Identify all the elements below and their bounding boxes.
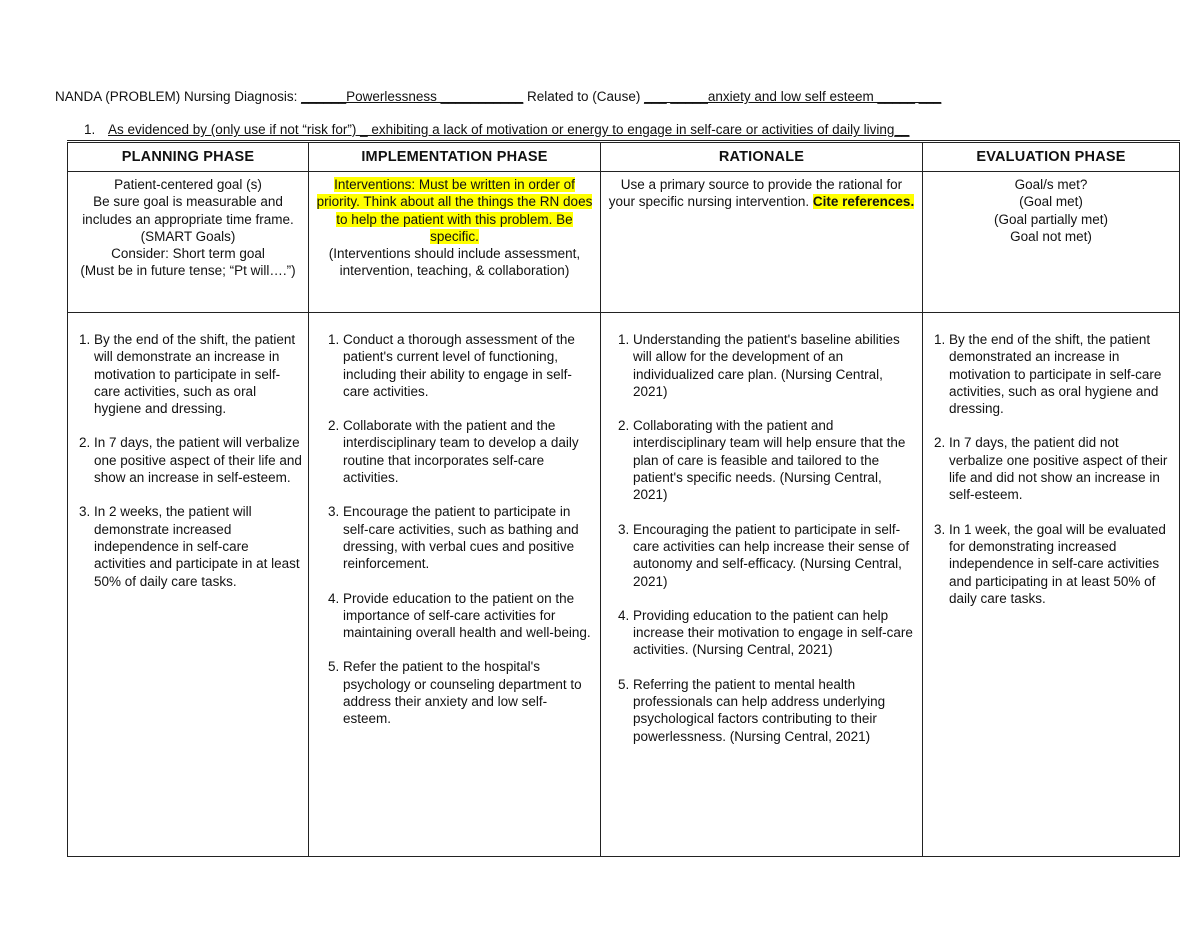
evaluation-guidance-line: Goal/s met? [1014,177,1088,192]
diagnosis-value: ______Powerlessness ___________ [301,89,524,104]
rationale-guidance [601,172,923,313]
list-item: 2. In 7 days, the patient will verbalize one positive aspect of their life and show an increase in self-esteem. [94,434,302,486]
column-header-planning: PLANNING PHASE [68,142,309,172]
evidence-text: As evidenced by (only use if not “risk for”) _ exhibiting a lack of motivation or energy to engage in self-care or activities of daily living__ [108,122,910,137]
evaluation-guidance-line: (Goal met) [1019,194,1083,210]
planning-guidance-line: Patient-centered goal (s) [114,177,262,192]
column-header-evaluation: EVALUATION PHASE [923,142,1180,172]
rationale-cite-references: Cite references. [812,194,915,210]
diagnosis-header [55,89,941,104]
planning-content [68,313,309,857]
column-header-implementation: IMPLEMENTATION PHASE [309,142,601,172]
list-item: 4. Providing education to the patient can help increase their motivation to engage in self-care activities. (Nursing Central, 2021) [633,607,916,659]
diagnosis-label: NANDA (PROBLEM) Nursing Diagnosis: [55,89,302,104]
content-row [68,313,1180,857]
evaluation-guidance-line: Goal not met) [1010,228,1092,244]
care-plan-table [67,140,1180,857]
evaluation-guidance [923,172,1180,313]
list-item: 2. Collaborating with the patient and interdisciplinary team will help ensure that the plan of care is feasible and tailored to the patient's specific needs. (Nursing Central, 2021) [633,417,916,503]
list-item: 1. Conduct a thorough assessment of the patient's current level of functioning, including their ability to engage in self-care activities. [343,331,594,400]
evidence-number: 1. [84,122,96,137]
implementation-guidance [309,172,601,313]
planning-guidance [68,172,309,313]
list-item: 2. In 7 days, the patient did not verbalize one positive aspect of their life and did not show an increase in self-esteem. [949,434,1173,503]
list-item: 1. By the end of the shift, the patient will demonstrate an increase in motivation to participate in self-care activities, such as oral hygiene and dressing. [94,331,302,417]
planning-guidance-line: Be sure goal is measurable and includes an appropriate time frame. (SMART Goals) [82,194,294,244]
list-item: 3. In 2 weeks, the patient will demonstrate increased independence in self-care activities and participate in at least 50% of daily care tasks. [94,503,302,589]
interventions-list [315,331,594,728]
list-item: 1. By the end of the shift, the patient demonstrated an increase in motivation to participate in self-care activities, such as oral hygiene and dressing. [949,331,1173,417]
list-item: 3. In 1 week, the goal will be evaluated for demonstrating increased independence in self-care activities and participating in at least 50% of daily care tasks. [949,521,1173,607]
rationale-list [607,331,916,745]
list-item: 5. Refer the patient to the hospital's psychology or counseling department to address their anxiety and low self-esteem. [343,658,594,727]
planning-goals-list [74,331,302,590]
list-item: 5. Referring the patient to mental health professionals can help address underlying psychological factors contributing to their powerlessness. (Nursing Central, 2021) [633,676,916,745]
list-item: 1. Understanding the patient's baseline abilities will allow for the development of an individualized care plan. (Nursing Central, 2021) [633,331,916,400]
evaluation-guidance-line: (Goal partially met) [993,211,1109,227]
implementation-highlight: Interventions: Must be written in order of priority. Think about all the things the RN does to help the patient with this problem. Be specific. [316,177,593,244]
related-value: ___ _____anxiety and low self esteem _____ ___ [644,89,942,104]
list-item: 2. Collaborate with the patient and the interdisciplinary team to develop a daily routine that incorporates self-care activities. [343,417,594,486]
rationale-content [601,313,923,857]
list-item: 3. Encouraging the patient to participate in self-care activities can help increase their sense of autonomy and self-efficacy. (Nursing Central, 2021) [633,521,916,590]
evaluation-content [923,313,1180,857]
list-item: 4. Provide education to the patient on the importance of self-care activities for maintaining overall health and well-being. [343,590,594,642]
evidence-line [84,122,909,137]
header-row [68,142,1180,172]
implementation-content [309,313,601,857]
related-label: Related to (Cause) [523,89,645,104]
evaluation-list [929,331,1173,607]
rationale-guidance-text: Use a primary source to provide the rational for your specific nursing intervention. [608,177,903,210]
planning-guidance-line: Consider: Short term goal [111,246,265,262]
implementation-note: (Interventions should include assessment, intervention, teaching, & collaboration) [328,246,581,279]
planning-guidance-line: (Must be in future tense; “Pt will….”) [80,263,296,279]
guidance-row [68,172,1180,313]
list-item: 3. Encourage the patient to participate in self-care activities, such as bathing and dressing, with verbal cues and positive reinforcement. [343,503,594,572]
column-header-rationale: RATIONALE [601,142,923,172]
